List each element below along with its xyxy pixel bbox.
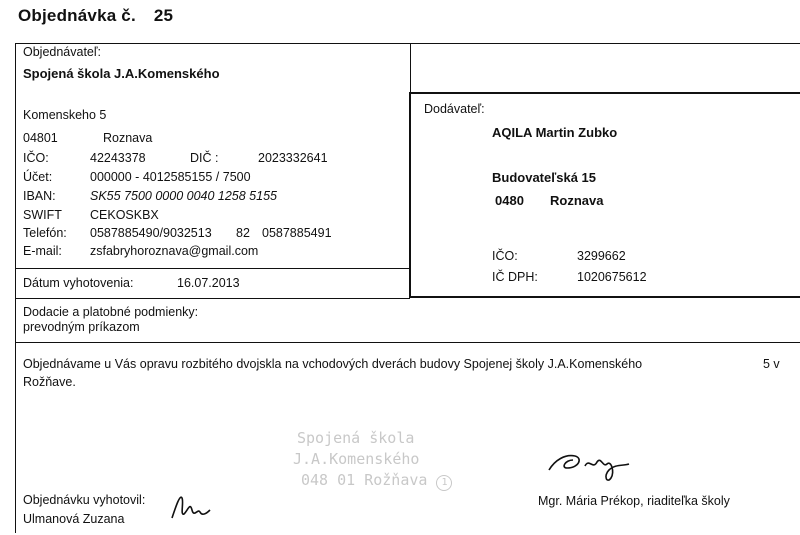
buyer-phone1: 0587885490/9032513 xyxy=(90,226,212,240)
page-title xyxy=(18,6,173,26)
buyer-ico: 42243378 xyxy=(90,151,146,165)
supplier-zip: 0480 xyxy=(495,193,524,208)
buyer-zip: 04801 xyxy=(23,131,58,145)
supplier-icdph-label: IČ DPH: xyxy=(492,270,538,284)
issuer-name: Ulmanová Zuzana xyxy=(23,512,125,526)
buyer-street: Komenskeho 5 xyxy=(23,108,107,122)
buyer-account: 000000 - 4012585155 / 7500 xyxy=(90,170,251,184)
buyer-ico-label: IČO: xyxy=(23,151,49,165)
terms-value: prevodným príkazom xyxy=(23,320,140,334)
buyer-divider-vertical xyxy=(410,43,411,93)
order-body-line2: Rožňave. xyxy=(23,375,76,389)
order-title-label: Objednávka č. xyxy=(18,6,136,25)
buyer-phone-overprint: 82 xyxy=(236,226,250,240)
buyer-name: Spojená škola J.A.Komenského xyxy=(23,66,220,81)
buyer-phone-label: Telefón: xyxy=(23,226,67,240)
buyer-iban: SK55 7500 0000 0040 1258 5155 xyxy=(90,189,277,203)
date-label: Dátum vyhotovenia: xyxy=(23,276,134,290)
date-divider-bottom xyxy=(15,298,410,299)
order-body-line1-tail: 5 v xyxy=(763,357,780,371)
issuer-signature-icon xyxy=(168,488,216,524)
stamp-mark: 1 xyxy=(436,475,452,491)
stamp-line1: Spojená škola xyxy=(297,429,415,447)
school-stamp xyxy=(285,428,475,498)
stamp-line3-row xyxy=(301,470,475,491)
terms-divider-bottom xyxy=(15,342,800,343)
stamp-line3: 048 01 Rožňava xyxy=(301,471,428,489)
frame-left xyxy=(15,43,16,533)
supplier-street: Budovateľská 15 xyxy=(492,170,596,185)
buyer-dic-label: DIČ : xyxy=(190,151,219,165)
frame-top xyxy=(15,43,800,44)
buyer-heading: Objednávateľ: xyxy=(23,45,102,59)
director-name: Mgr. Mária Prékop, riaditeľka školy xyxy=(538,494,730,508)
buyer-email-label: E-mail: xyxy=(23,244,62,258)
supplier-ico-label: IČO: xyxy=(492,249,518,263)
stamp-line2: J.A.Komenského xyxy=(293,450,420,468)
supplier-name: AQILA Martin Zubko xyxy=(492,125,618,140)
order-number: 25 xyxy=(153,6,174,25)
supplier-ico: 3299662 xyxy=(577,249,626,263)
date-divider-top xyxy=(15,268,410,269)
buyer-swift: CEKOSKBX xyxy=(90,208,159,222)
supplier-heading: Dodávateľ: xyxy=(424,102,485,116)
date-value: 16.07.2013 xyxy=(177,276,240,290)
terms-label: Dodacie a platobné podmienky: xyxy=(23,305,199,319)
buyer-dic: 2023332641 xyxy=(258,151,328,165)
buyer-city: Roznava xyxy=(103,131,153,145)
buyer-email: zsfabryhoroznava@gmail.com xyxy=(90,244,259,258)
supplier-icdph: 1020675612 xyxy=(577,270,647,284)
issuer-label: Objednávku vyhotovil: xyxy=(23,493,146,507)
order-body-line1: Objednávame u Vás opravu rozbitého dvojskla na vchodových dverách budovy Spojenej školy J.A.Komenského xyxy=(23,357,643,371)
buyer-phone2: 0587885491 xyxy=(262,226,332,240)
supplier-box-bottom xyxy=(409,296,800,298)
supplier-city: Roznava xyxy=(550,193,604,208)
director-signature-icon xyxy=(545,446,640,486)
buyer-account-label: Účet: xyxy=(23,170,53,184)
buyer-iban-label: IBAN: xyxy=(23,189,56,203)
supplier-box-top xyxy=(409,92,800,94)
buyer-swift-label: SWIFT xyxy=(23,208,62,222)
